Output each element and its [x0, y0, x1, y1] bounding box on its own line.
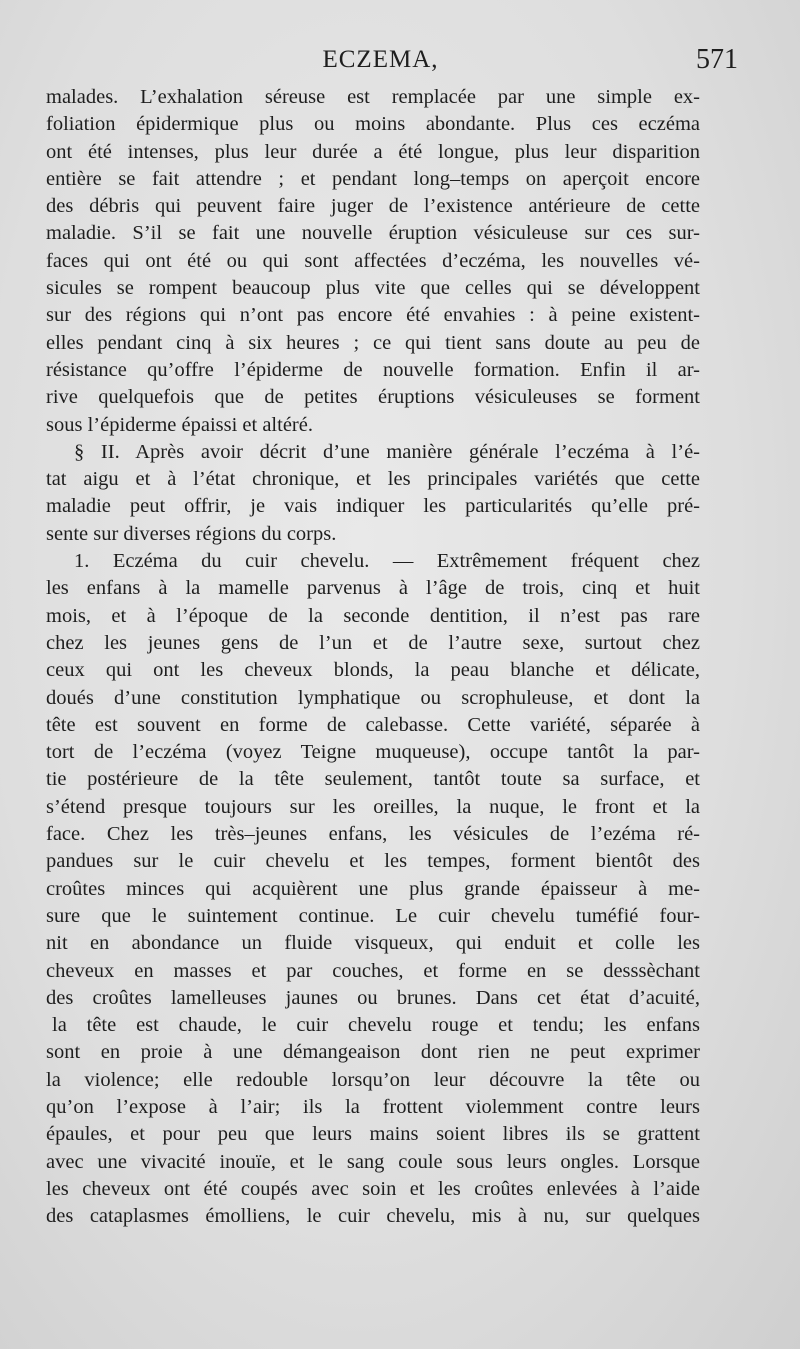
text-line: sicules se rompent beaucoup plus vite que celles qui se développent	[46, 277, 700, 300]
text-line: sous l’épiderme épaissi et altéré.	[46, 413, 313, 436]
text-line: § II. Après avoir décrit d’une manière générale l’eczéma à l’é-	[74, 440, 700, 463]
text-line: s’étend presque toujours sur les oreilles, la nuque, le front et la	[46, 795, 700, 818]
text-line: des cataplasmes émolliens, le cuir chevelu, mis à nu, sur quelques	[46, 1205, 700, 1228]
running-head	[48, 44, 738, 80]
text-line: maladie peut offrir, je vais indiquer les particularités qu’elle pré-	[46, 495, 700, 518]
text-line: les cheveux ont été coupés avec soin et les croûtes enlevées à l’aide	[46, 1177, 700, 1200]
text-line: avec une vivacité inouïe, et le sang coule sous leurs ongles. Lorsque	[46, 1150, 700, 1173]
text-line: faces qui ont été ou qui sont affectées d’eczéma, les nouvelles vé-	[46, 249, 700, 272]
text-line: tie postérieure de la tête seulement, tantôt toute sa surface, et	[46, 768, 700, 791]
text-line: sente sur diverses régions du corps.	[46, 522, 337, 545]
text-line: tat aigu et à l’état chronique, et les principales variétés que cette	[46, 468, 700, 491]
text-line: cheveux en masses et par couches, et forme en se desssèchant	[46, 959, 700, 982]
running-title: ECZEMA,	[322, 46, 439, 73]
text-line: les enfans à la mamelle parvenus à l’âge de trois, cinq et huit	[46, 577, 700, 600]
text-line: tête est souvent en forme de calebasse. Cette variété, séparée à	[46, 713, 700, 736]
text-line: la violence; elle redouble lorsqu’on leur découvre la tête ou	[46, 1068, 700, 1091]
text-line: maladie. S’il se fait une nouvelle éruption vésiculeuse sur ces sur-	[46, 222, 700, 245]
text-line: épaules, et pour peu que leurs mains soient libres ils se grattent	[46, 1123, 700, 1146]
text-line: chez les jeunes gens de l’un et de l’autre sexe, surtout chez	[46, 631, 700, 654]
text-line: foliation épidermique plus ou moins abondante. Plus ces eczéma	[46, 113, 700, 136]
page-number: 571	[696, 44, 738, 75]
text-line: croûtes minces qui acquièrent une plus grande épaisseur à me-	[46, 877, 700, 900]
text-line: sure que le suintement continue. Le cuir chevelu tuméfié four-	[46, 904, 700, 927]
text-line: malades. L’exhalation séreuse est remplacée par une simple ex-	[46, 86, 700, 108]
body-text	[46, 84, 700, 1230]
text-line: entière se fait attendre ; et pendant long–temps on aperçoit encore	[46, 167, 700, 190]
text-line: qu’on l’expose à l’air; ils la frottent violemment contre leurs	[46, 1095, 700, 1118]
text-line: pandues sur le cuir chevelu et les tempes, forment bientôt des	[46, 850, 700, 873]
text-line: elles pendant cinq à six heures ; ce qui tient sans doute au peu de	[46, 331, 700, 354]
text-line: la tête est chaude, le cuir chevelu rouge et tendu; les enfans	[52, 1014, 700, 1037]
text-line: ont été intenses, plus leur durée a été longue, plus leur disparition	[46, 140, 700, 163]
text-line: face. Chez les très–jeunes enfans, les vésicules de l’ezéma ré-	[46, 823, 700, 846]
text-line: nit en abondance un fluide visqueux, qui enduit et colle les	[46, 932, 700, 955]
text-line: tort de l’eczéma (voyez Teigne muqueuse), occupe tantôt la par-	[46, 741, 700, 764]
text-line: ceux qui ont les cheveux blonds, la peau blanche et délicate,	[46, 659, 700, 682]
text-line: doués d’une constitution lymphatique ou scrophuleuse, et dont la	[46, 686, 700, 709]
text-line: rive quelquefois que de petites éruptions vésiculeuses se forment	[46, 386, 700, 409]
text-line: sont en proie à une démangeaison dont rien ne peut exprimer	[46, 1041, 700, 1064]
text-line: 1. Eczéma du cuir chevelu. — Extrêmement fréquent chez	[74, 550, 700, 573]
text-line: des débris qui peuvent faire juger de l’existence antérieure de cette	[46, 195, 700, 218]
text-line: des croûtes lamelleuses jaunes ou brunes. Dans cet état d’acuité,	[46, 986, 700, 1009]
text-line: mois, et à l’époque de la seconde dentition, il n’est pas rare	[46, 604, 700, 627]
text-line: sur des régions qui n’ont pas encore été envahies : à peine existent-	[46, 304, 700, 327]
text-line: résistance qu’offre l’épiderme de nouvelle formation. Enfin il ar-	[46, 358, 700, 381]
